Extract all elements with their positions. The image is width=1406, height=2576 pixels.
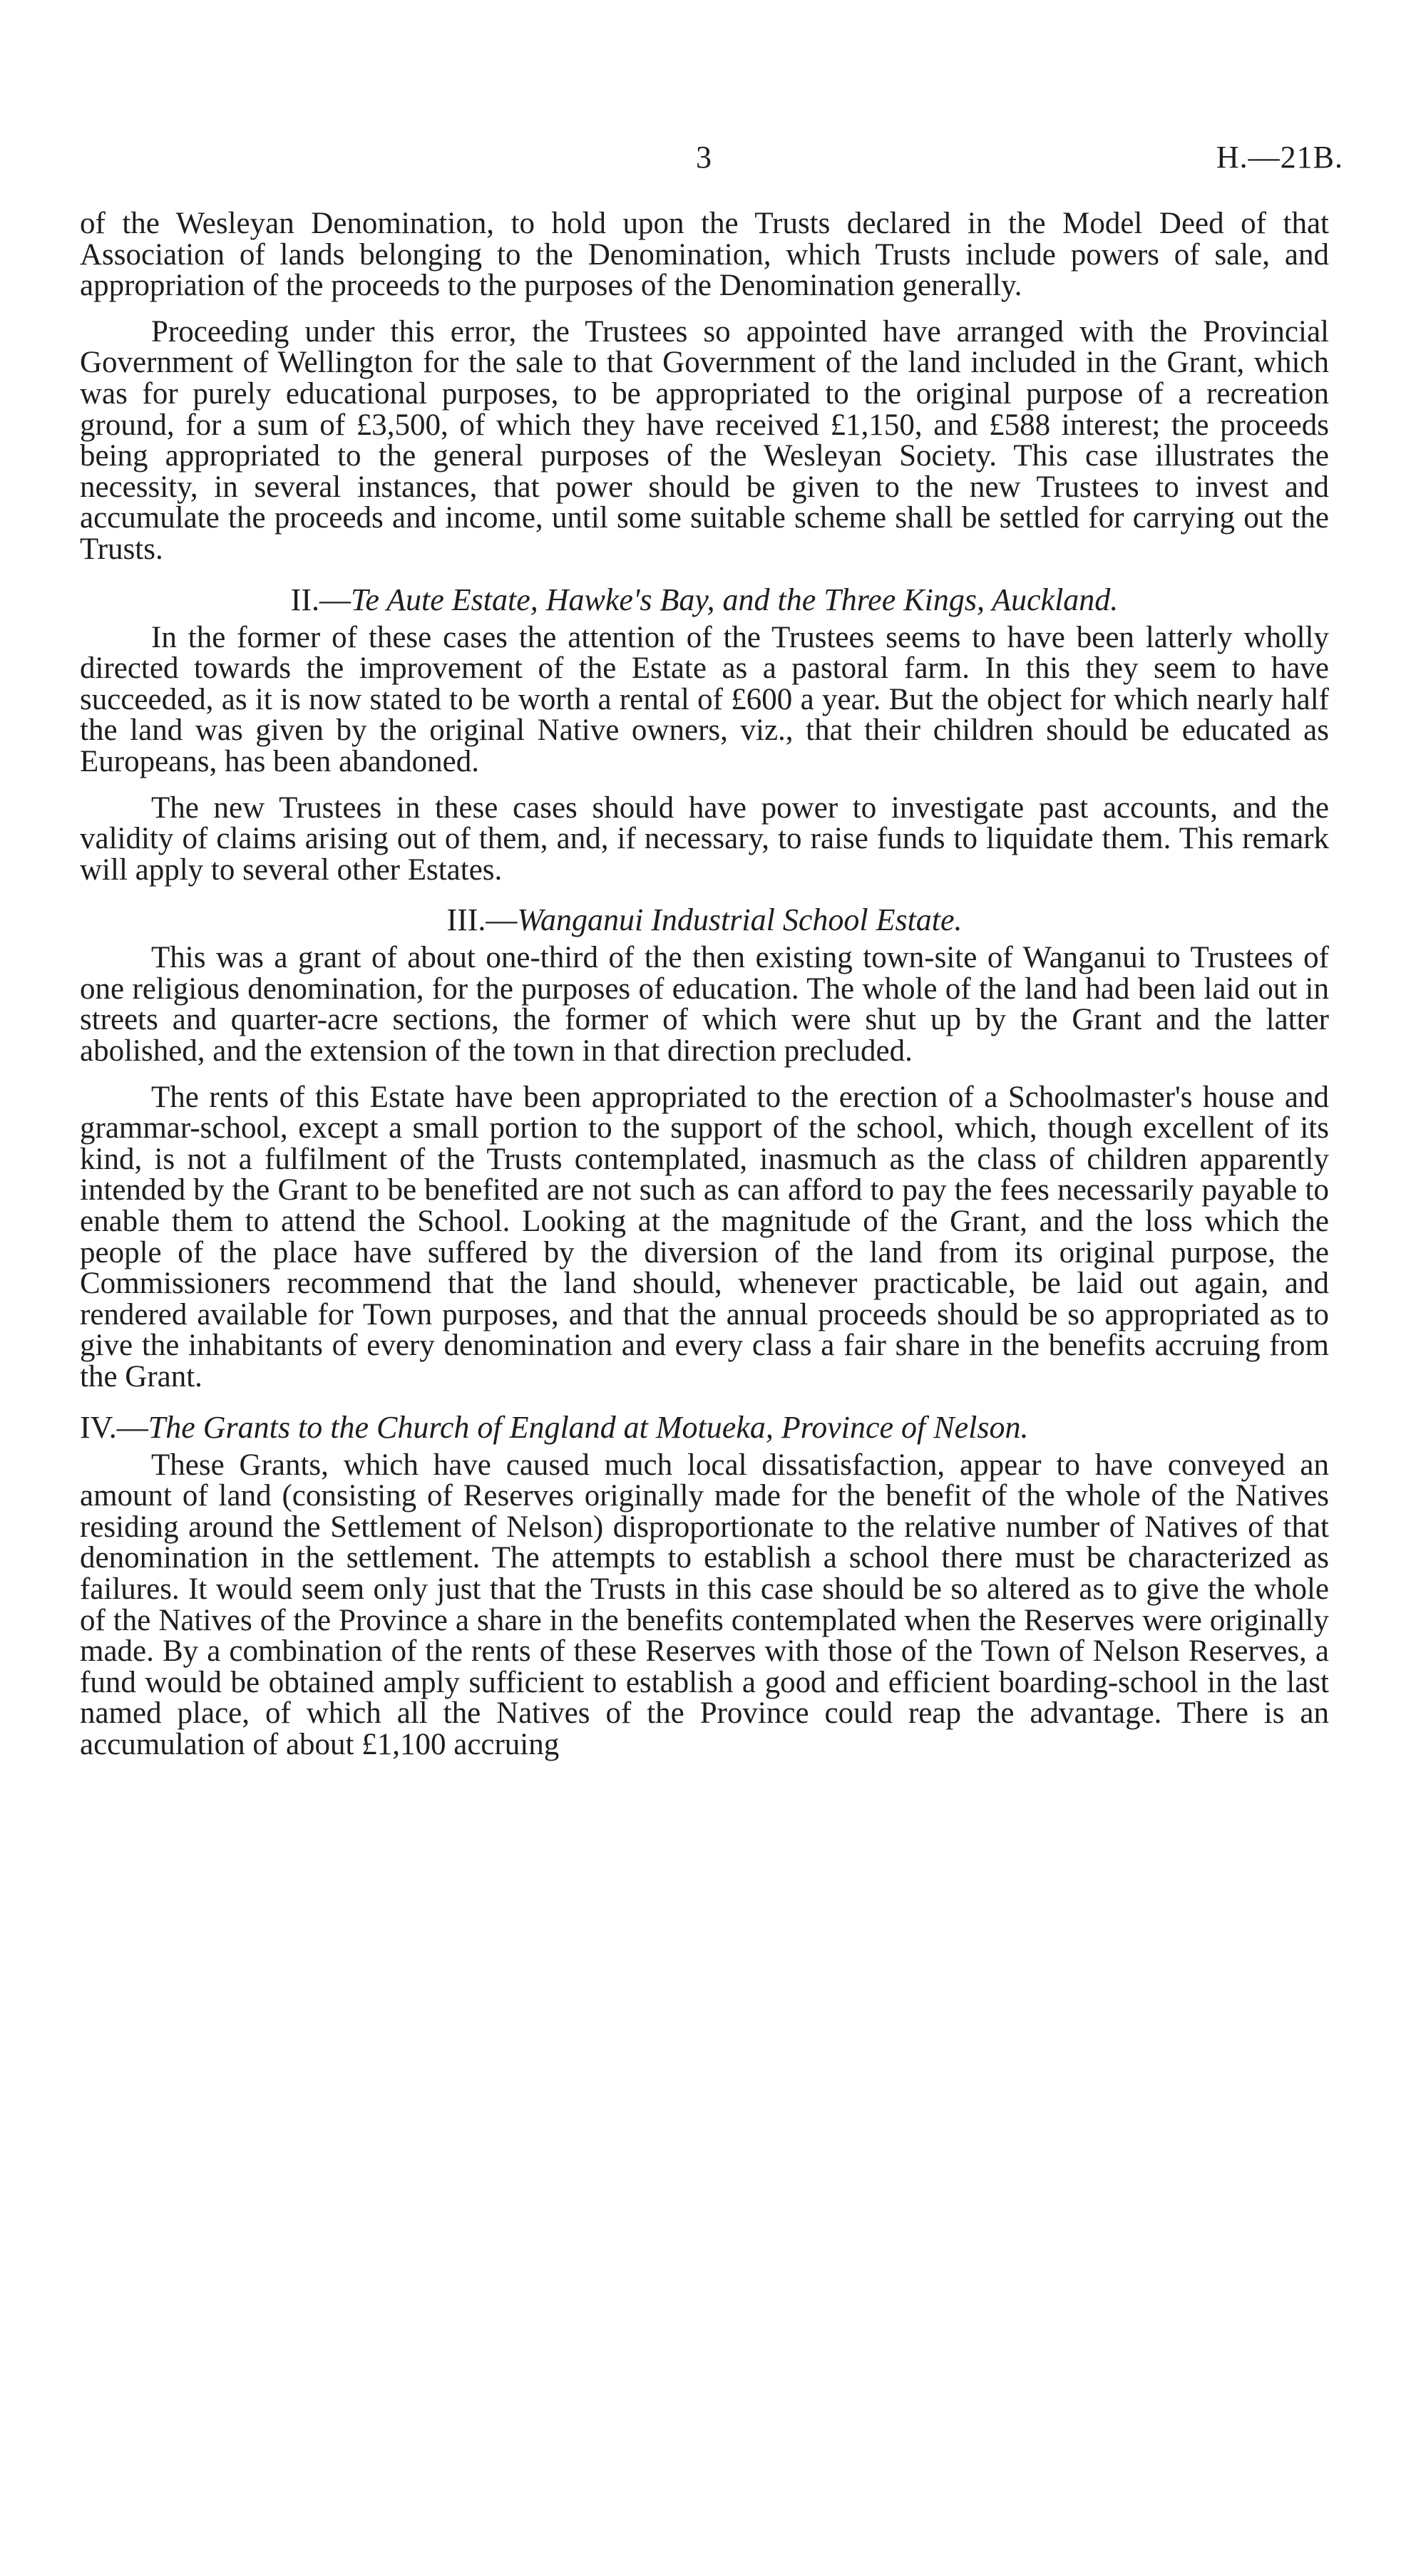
section-title: Te Aute Estate, Hawke's Bay, and the Three Kings, Auckland.	[351, 582, 1119, 617]
section-heading-iv	[80, 1410, 1329, 1446]
paragraph: In the former of these cases the attention of the Trustees seems to have been latterly wholly directed towards the improvement of the Estate as a pastoral farm. In this they seem to have succeeded, as it is now stated to be worth a rental of £600 a year. But the object for which nearly half the land was given by the original Native owners, viz., that their children should be educated as Europeans, has been abandoned.	[80, 620, 1329, 778]
section-numeral: IV.—	[80, 1409, 148, 1445]
body-text	[80, 208, 1329, 1776]
section-title: Wanganui Industrial School Estate.	[517, 902, 963, 938]
paragraph: The rents of this Estate have been appropriated to the erection of a Schoolmaster's house and grammar-school, except a small portion to the support of the school, which, though excellent of its kind, is not a fulfilment of the Trusts contemplated, inasmuch as the class of children apparently intended by the Grant to be benefited are not such as can afford to pay the fees necessarily payable to enable them to attend the School. Looking at the magnitude of the Grant, and the loss which the people of the place have suffered by the diversion of the land from its original purpose, the Commissioners recommend that the land should, whenever practicable, be laid out again, and rendered available for Town purposes, and that the annual proceeds should be so appropriated as to give the inhabitants of every denomination and every class a fair share in the benefits accruing from the Grant.	[80, 1080, 1329, 1393]
document-code: H.—21B.	[1216, 140, 1343, 175]
page-header	[0, 139, 1406, 182]
section-heading-iii	[80, 902, 1329, 938]
paragraph: The new Trustees in these cases should have power to investigate past accounts, and the validity of claims arising out of them, and, if necessary, to raise funds to liquidate them. This remark will apply to several other Estates.	[80, 790, 1329, 887]
paragraph: This was a grant of about one-third of the then existing town-site of Wanganui to Trustees of one religious denomination, for the purposes of education. The whole of the land had been laid out in streets and quarter-acre sections, the former of which were shut up by the Grant and the latter abolished, and the extension of the town in that direction precluded.	[80, 941, 1329, 1068]
section-heading-ii	[80, 582, 1329, 618]
paragraph-proceeding: Proceeding under this error, the Trustees so appointed have arranged with the Provincial Government of Wellington for the sale to that Government of the land included in the Grant, which was for purely educational purposes, to be appropriated to the original purpose of a recreation ground, for a sum of £3,500, of which they have received £1,150, and £588 interest; the proceeds being appropriated to the general purposes of the Wesleyan Society. This case illustrates the necessity, in several instances, that power should be given to the new Trustees to invest and accumulate the proceeds and income, until some suitable scheme shall be settled for carrying out the Trusts.	[80, 314, 1329, 566]
section-title: The Grants to the Church of England at Motueka, Province of Nelson.	[148, 1409, 1029, 1445]
paragraph: These Grants, which have caused much local dissatisfaction, appear to have conveyed an amount of land (consisting of Reserves originally made for the benefit of the whole of the Natives residing around the Settlement of Nelson) disproportionate to the relative number of Natives of that denomination in the settlement. The attempts to establish a school there must be characterized as failures. It would seem only just that the Trusts in this case should be so altered as to give the whole of the Natives of the Province a share in the benefits contemplated when the Reserves were originally made. By a combination of the rents of these Reserves with those of the Town of Nelson Reserves, a fund would be obtained amply sufficient to establish a good and efficient boarding-school in the last named place, of which all the Natives of the Province could reap the advantage. There is an accumulation of about £1,100 accruing	[80, 1448, 1329, 1761]
section-numeral: III.—	[446, 902, 518, 938]
page-number: 3	[696, 140, 712, 175]
continued-paragraph: of the Wesleyan Denomination, to hold upon the Trusts declared in the Model Deed of that Association of lands belonging to the Denomination, which Trusts include powers of sale, and appropriation of the proceeds to the purposes of the Denomination generally.	[80, 207, 1329, 303]
section-numeral: II.—	[290, 582, 351, 617]
